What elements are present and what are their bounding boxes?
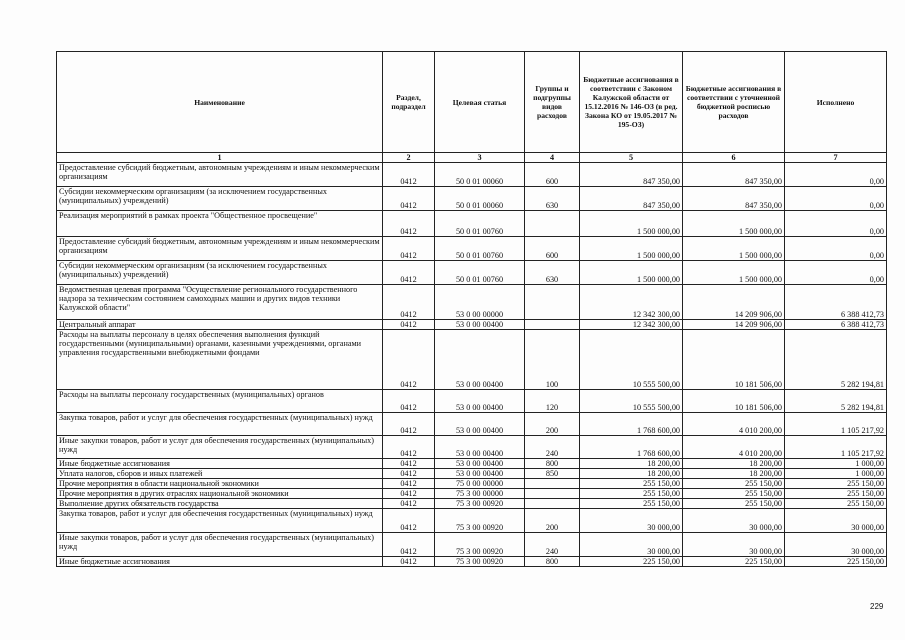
row-group: 200 [525,509,580,533]
row-target: 53 0 00 00400 [435,320,525,330]
row-name: Реализация мероприятий в рамках проекта "Общественное просвещение" [57,211,383,237]
column-number: 5 [580,153,683,163]
row-law-allocation: 847 350,00 [580,187,683,211]
row-executed: 5 282 194,81 [785,390,887,413]
row-section: 0412 [383,187,435,211]
header-law-allocation: Бюджетные ассигнования в соответствии с Законом Калужской области от 15.12.2016 № 146-ОЗ (в ред. Закона КО от 19.05.2017 № 195-ОЗ) [580,52,683,153]
row-law-allocation: 12 342 300,00 [580,285,683,320]
row-law-allocation: 1 500 000,00 [580,261,683,285]
row-law-allocation: 847 350,00 [580,163,683,187]
table-row [57,489,887,499]
row-executed: 0,00 [785,187,887,211]
row-group: 630 [525,187,580,211]
table-row [57,285,887,320]
table-row [57,390,887,413]
column-number: 4 [525,153,580,163]
column-number: 7 [785,153,887,163]
row-target: 50 0 01 00760 [435,237,525,261]
row-target: 75 3 00 00000 [435,489,525,499]
row-group: 800 [525,557,580,567]
table-row [57,163,887,187]
row-name: Предоставление субсидий бюджетным, автономным учреждениям и иным некоммерческим организациям [57,163,383,187]
row-group: 850 [525,469,580,479]
row-section: 0412 [383,509,435,533]
row-target: 50 0 01 00760 [435,211,525,237]
header-target: Целевая статья [435,52,525,153]
row-refined-allocation: 10 181 506,00 [683,390,785,413]
table-row [57,469,887,479]
table-row [57,261,887,285]
row-section: 0412 [383,390,435,413]
budget-table [56,51,887,567]
row-refined-allocation: 255 150,00 [683,479,785,489]
row-target: 53 0 00 00400 [435,330,525,390]
table-row [57,459,887,469]
row-target: 53 0 00 00400 [435,436,525,459]
header-refined-allocation: Бюджетные ассигнования в соответствии с уточненной бюджетной росписью расходов [683,52,785,153]
row-group [525,479,580,489]
row-section: 0412 [383,211,435,237]
table-row [57,237,887,261]
row-section: 0412 [383,285,435,320]
row-refined-allocation: 10 181 506,00 [683,330,785,390]
row-executed: 5 282 194,81 [785,330,887,390]
row-target: 50 0 01 00060 [435,187,525,211]
row-section: 0412 [383,499,435,509]
row-name: Выполнение других обязательств государства [57,499,383,509]
row-name: Расходы на выплаты персоналу в целях обеспечения выполнения функций государственными (муниципальными) органами, казенными учреждениями, органами управления государственными внебюджетными фондами [57,330,383,390]
row-name: Закупка товаров, работ и услуг для обеспечения государственных (муниципальных) нужд [57,509,383,533]
row-executed: 6 388 412,73 [785,320,887,330]
row-group: 100 [525,330,580,390]
row-name: Предоставление субсидий бюджетным, автономным учреждениям и иным некоммерческим организациям [57,237,383,261]
row-executed: 1 000,00 [785,459,887,469]
row-refined-allocation: 255 150,00 [683,489,785,499]
row-group [525,320,580,330]
table-row [57,187,887,211]
row-executed: 1 105 217,92 [785,413,887,436]
row-group: 800 [525,459,580,469]
header-row [57,52,887,153]
table-row [57,499,887,509]
header-executed: Исполнено [785,52,887,153]
row-target: 75 3 00 00920 [435,499,525,509]
row-name: Субсидии некоммерческим организациям (за исключением государственных (муниципальных) учреждений) [57,261,383,285]
row-refined-allocation: 847 350,00 [683,163,785,187]
row-section: 0412 [383,237,435,261]
header-groups: Группы и подгруппы видов расходов [525,52,580,153]
row-executed: 1 105 217,92 [785,436,887,459]
row-group: 600 [525,237,580,261]
row-section: 0412 [383,533,435,557]
column-numbers-row [57,153,887,163]
table-row [57,479,887,489]
row-executed: 0,00 [785,237,887,261]
row-target: 75 3 00 00920 [435,557,525,567]
table-row [57,320,887,330]
table-row [57,330,887,390]
table-row [57,211,887,237]
row-executed: 30 000,00 [785,533,887,557]
row-executed: 255 150,00 [785,499,887,509]
row-law-allocation: 30 000,00 [580,509,683,533]
row-law-allocation: 12 342 300,00 [580,320,683,330]
row-target: 75 0 00 00000 [435,479,525,489]
row-section: 0412 [383,261,435,285]
row-refined-allocation: 14 209 906,00 [683,320,785,330]
row-group: 240 [525,436,580,459]
row-executed: 0,00 [785,261,887,285]
row-group: 120 [525,390,580,413]
row-executed: 255 150,00 [785,479,887,489]
row-group [525,285,580,320]
row-refined-allocation: 4 010 200,00 [683,436,785,459]
row-name: Иные бюджетные ассигнования [57,557,383,567]
row-section: 0412 [383,459,435,469]
row-section: 0412 [383,469,435,479]
row-executed: 255 150,00 [785,489,887,499]
row-law-allocation: 10 555 500,00 [580,390,683,413]
table-row [57,533,887,557]
row-law-allocation: 1 768 600,00 [580,436,683,459]
row-group [525,499,580,509]
header-name: Наименование [57,52,383,153]
row-name: Расходы на выплаты персоналу государственных (муниципальных) органов [57,390,383,413]
row-group [525,211,580,237]
row-group: 600 [525,163,580,187]
row-section: 0412 [383,436,435,459]
row-refined-allocation: 18 200,00 [683,459,785,469]
row-target: 53 0 00 00000 [435,285,525,320]
row-target: 53 0 00 00400 [435,469,525,479]
row-executed: 0,00 [785,211,887,237]
row-law-allocation: 225 150,00 [580,557,683,567]
column-number: 3 [435,153,525,163]
row-name: Центральный аппарат [57,320,383,330]
row-target: 50 0 01 00060 [435,163,525,187]
row-law-allocation: 255 150,00 [580,499,683,509]
table-row [57,509,887,533]
row-section: 0412 [383,489,435,499]
row-target: 75 3 00 00920 [435,533,525,557]
page-number: 229 [870,602,884,611]
header-section: Раздел, подраздел [383,52,435,153]
row-name: Иные закупки товаров, работ и услуг для обеспечения государственных (муниципальных) нужд [57,436,383,459]
row-section: 0412 [383,320,435,330]
row-refined-allocation: 1 500 000,00 [683,237,785,261]
row-name: Закупка товаров, работ и услуг для обеспечения государственных (муниципальных) нужд [57,413,383,436]
row-refined-allocation: 1 500 000,00 [683,261,785,285]
row-executed: 30 000,00 [785,509,887,533]
row-refined-allocation: 18 200,00 [683,469,785,479]
row-group: 200 [525,413,580,436]
table-body [57,163,887,567]
row-executed: 1 000,00 [785,469,887,479]
column-number: 6 [683,153,785,163]
row-section: 0412 [383,163,435,187]
row-executed: 0,00 [785,163,887,187]
row-law-allocation: 255 150,00 [580,479,683,489]
row-section: 0412 [383,330,435,390]
row-law-allocation: 30 000,00 [580,533,683,557]
row-section: 0412 [383,557,435,567]
row-law-allocation: 18 200,00 [580,459,683,469]
row-name: Прочие мероприятия в других отраслях национальной экономики [57,489,383,499]
row-target: 53 0 00 00400 [435,459,525,469]
table-row [57,557,887,567]
row-group: 630 [525,261,580,285]
row-law-allocation: 1 500 000,00 [580,211,683,237]
row-name: Ведомственная целевая программа "Осуществление регионального государственного надзора за техническим состоянием самоходных машин и других видов техники Калужской области" [57,285,383,320]
row-refined-allocation: 30 000,00 [683,533,785,557]
row-law-allocation: 1 768 600,00 [580,413,683,436]
row-law-allocation: 255 150,00 [580,489,683,499]
row-target: 50 0 01 00760 [435,261,525,285]
row-refined-allocation: 1 500 000,00 [683,211,785,237]
row-refined-allocation: 847 350,00 [683,187,785,211]
table-row [57,413,887,436]
row-section: 0412 [383,479,435,489]
row-group: 240 [525,533,580,557]
row-target: 53 0 00 00400 [435,390,525,413]
row-law-allocation: 1 500 000,00 [580,237,683,261]
row-refined-allocation: 225 150,00 [683,557,785,567]
row-target: 53 0 00 00400 [435,413,525,436]
row-law-allocation: 10 555 500,00 [580,330,683,390]
row-group [525,489,580,499]
row-refined-allocation: 30 000,00 [683,509,785,533]
row-refined-allocation: 255 150,00 [683,499,785,509]
row-executed: 6 388 412,73 [785,285,887,320]
row-refined-allocation: 14 209 906,00 [683,285,785,320]
column-number: 2 [383,153,435,163]
row-target: 75 3 00 00920 [435,509,525,533]
row-law-allocation: 18 200,00 [580,469,683,479]
column-number: 1 [57,153,383,163]
row-section: 0412 [383,413,435,436]
row-executed: 225 150,00 [785,557,887,567]
row-refined-allocation: 4 010 200,00 [683,413,785,436]
table-row [57,436,887,459]
row-name: Прочие мероприятия в области национальной экономики [57,479,383,489]
row-name: Субсидии некоммерческим организациям (за исключением государственных (муниципальных) учреждений) [57,187,383,211]
row-name: Иные бюджетные ассигнования [57,459,383,469]
row-name: Иные закупки товаров, работ и услуг для обеспечения государственных (муниципальных) нужд [57,533,383,557]
row-name: Уплата налогов, сборов и иных платежей [57,469,383,479]
